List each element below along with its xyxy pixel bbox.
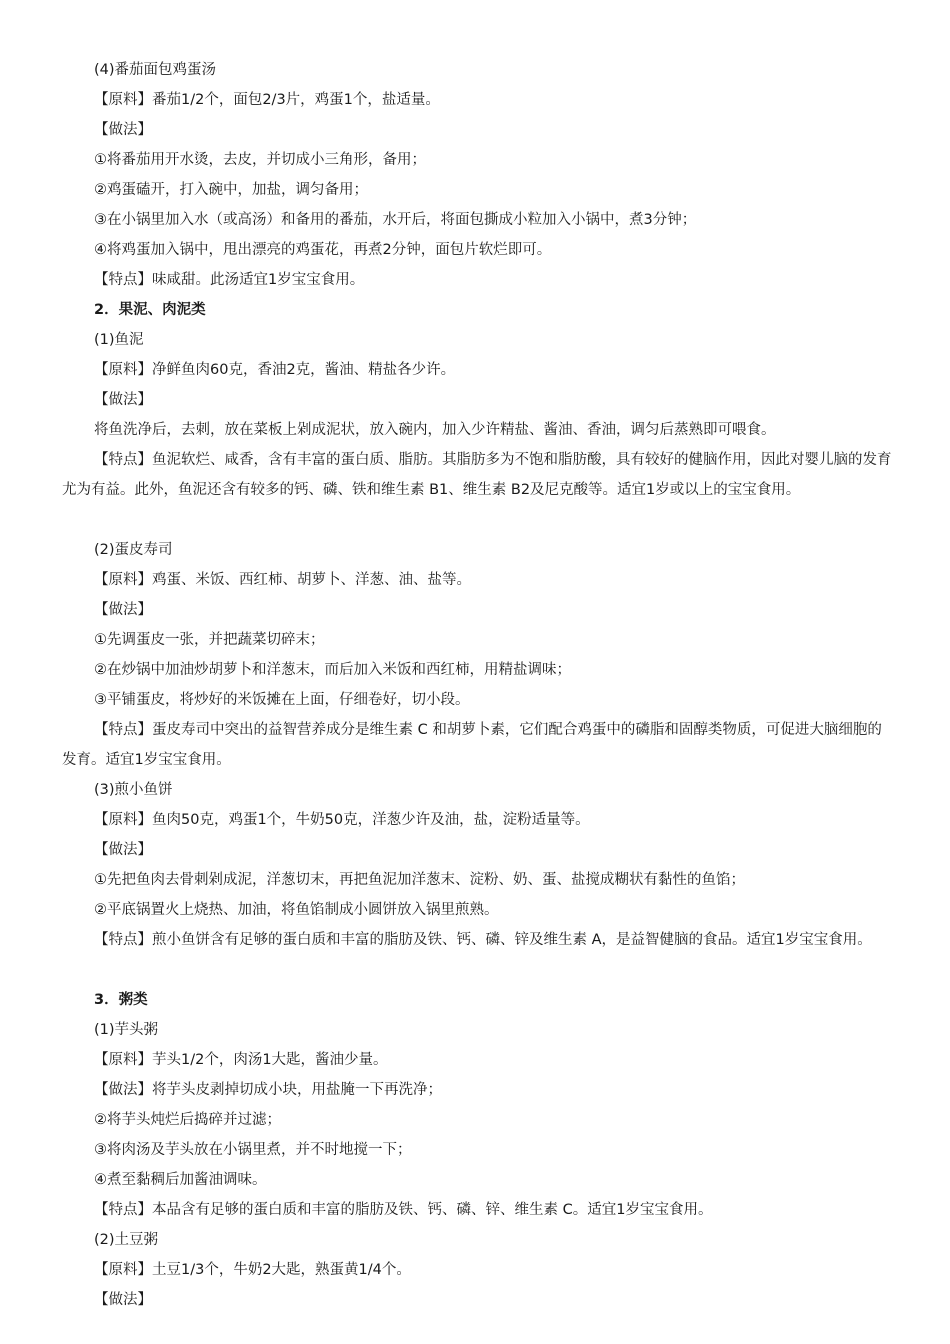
method-heading: 【做法】 [94, 602, 152, 618]
recipe-title: (3)煎小鱼饼 [94, 782, 173, 798]
method-step: ③将肉汤及芋头放在小锅里煮，并不时地搅一下； [94, 1142, 412, 1158]
features-paragraph: 【特点】蛋皮寿司中突出的益智营养成分是维生素 C 和胡萝卜素，它们配合鸡蛋中的磷脂和固醇类物质，可促进大脑细胞的发育。适宜1岁宝宝食用。 [62, 722, 882, 768]
method-step: ②平底锅置火上烧热、加油，将鱼馅制成小圆饼放入锅里煎熟。 [94, 902, 499, 918]
method-step: ②将芋头炖烂后捣碎并过滤； [94, 1112, 281, 1128]
method-step: ④将鸡蛋加入锅中，甩出漂亮的鸡蛋花，再煮2分钟，面包片软烂即可。 [94, 242, 552, 258]
ingredients-line: 【原料】番茄1/2个，面包2/3片，鸡蛋1个，盐适量。 [94, 92, 440, 108]
recipe-title: (2)土豆粥 [94, 1232, 159, 1248]
features-paragraph: 【特点】煎小鱼饼含有足够的蛋白质和丰富的脂肪及铁、钙、磷、锌及维生素 A，是益智健脑的食品。适宜1岁宝宝食用。 [94, 932, 872, 948]
method-step: 【做法】将芋头皮剥掉切成小块，用盐腌一下再洗净； [94, 1082, 442, 1098]
method-step: ②鸡蛋磕开，打入碗中，加盐，调匀备用； [94, 182, 368, 198]
ingredients-line: 【原料】净鲜鱼肉60克，香油2克，酱油、精盐各少许。 [94, 362, 456, 378]
document-body [62, 55, 892, 1315]
method-step: ①将番茄用开水烫，去皮，并切成小三角形，备用； [94, 152, 426, 168]
recipe-title: (1)鱼泥 [94, 332, 144, 348]
method-heading: 【做法】 [94, 842, 152, 858]
method-heading: 【做法】 [94, 1292, 152, 1308]
method-step: ①先把鱼肉去骨刺剁成泥，洋葱切末，再把鱼泥加洋葱末、淀粉、奶、蛋、盐搅成糊状有黏性的鱼馅； [94, 872, 745, 888]
section-heading: 3．粥类 [94, 992, 148, 1008]
method-heading: 【做法】 [94, 392, 152, 408]
method-step: ③平铺蛋皮，将炒好的米饭摊在上面，仔细卷好，切小段。 [94, 692, 470, 708]
ingredients-line: 【原料】芋头1/2个，肉汤1大匙，酱油少量。 [94, 1052, 388, 1068]
section-heading: 2．果泥、肉泥类 [94, 302, 206, 318]
method-step: 将鱼洗净后，去刺，放在菜板上剁成泥状，放入碗内，加入少许精盐、酱油、香油，调匀后蒸熟即可喂食。 [94, 422, 776, 438]
method-step: ②在炒锅中加油炒胡萝卜和洋葱末，而后加入米饭和西红柿，用精盐调味； [94, 662, 571, 678]
recipe-title: (2)蛋皮寿司 [94, 542, 173, 558]
features-paragraph: 【特点】鱼泥软烂、咸香，含有丰富的蛋白质、脂肪。其脂肪多为不饱和脂肪酸，具有较好的健脑作用，因此对婴儿脑的发育尤为有益。此外，鱼泥还含有较多的钙、磷、铁和维生素 B1、维生素 B2及尼克酸等。适宜1岁或以上的宝宝食用。 [62, 452, 892, 498]
ingredients-line: 【原料】鸡蛋、米饭、西红柿、胡萝卜、洋葱、油、盐等。 [94, 572, 471, 588]
ingredients-line: 【原料】土豆1/3个，牛奶2大匙，熟蛋黄1/4个。 [94, 1262, 411, 1278]
ingredients-line: 【原料】鱼肉50克，鸡蛋1个，牛奶50克，洋葱少许及油，盐，淀粉适量等。 [94, 812, 590, 828]
features-line: 【特点】本品含有足够的蛋白质和丰富的脂肪及铁、钙、磷、锌、维生素 C。适宜1岁宝宝食用。 [94, 1202, 713, 1218]
method-step: ①先调蛋皮一张，并把蔬菜切碎末； [94, 632, 325, 648]
recipe-title: (4)番茄面包鸡蛋汤 [94, 62, 217, 78]
features-line: 【特点】味咸甜。此汤适宜1岁宝宝食用。 [94, 272, 365, 288]
method-step: ③在小锅里加入水（或高汤）和备用的番茄，水开后，将面包撕成小粒加入小锅中，煮3分钟； [94, 212, 697, 228]
method-heading: 【做法】 [94, 122, 152, 138]
method-step: ④煮至黏稠后加酱油调味。 [94, 1172, 267, 1188]
recipe-title: (1)芋头粥 [94, 1022, 159, 1038]
